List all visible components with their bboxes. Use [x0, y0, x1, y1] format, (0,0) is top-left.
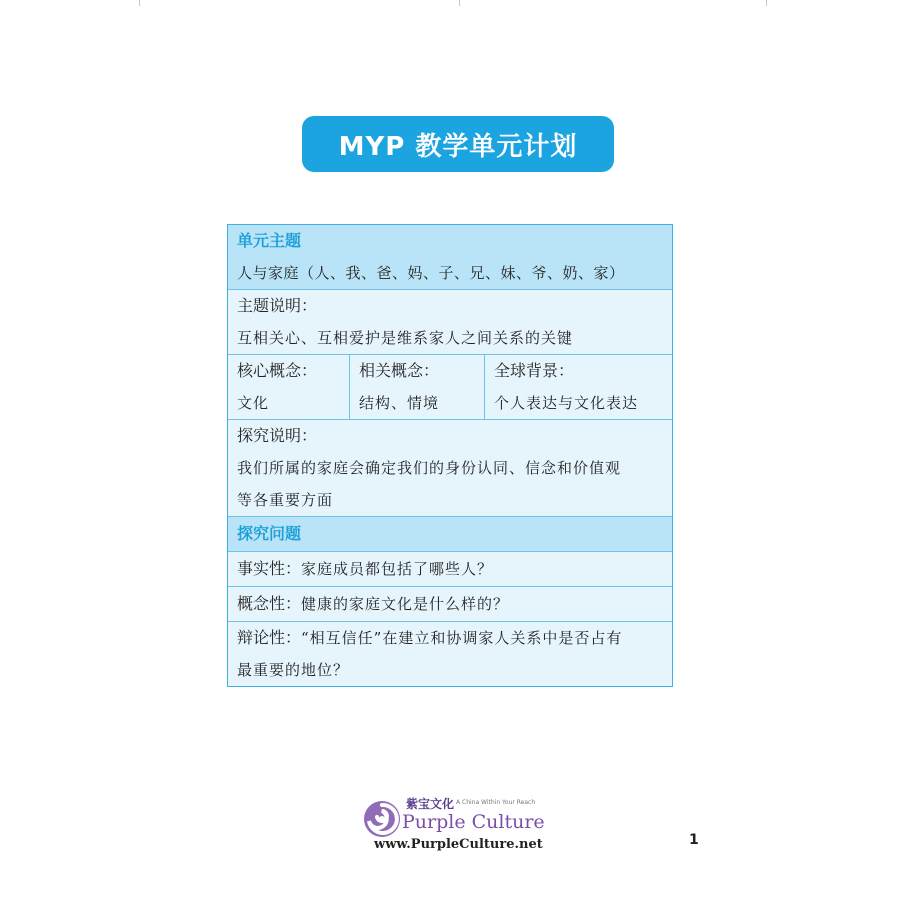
purple-culture-logo — [362, 795, 545, 855]
logo-english-name: Purple Culture — [402, 811, 545, 833]
conceptual-value: 健康的家庭文化是什么样的？ — [301, 595, 510, 613]
logo-url: www.PurpleCulture.net — [374, 837, 543, 852]
crop-mark — [459, 0, 460, 6]
inquiry-statement-line: 等各重要方面 — [237, 491, 334, 509]
logo-tagline: A China Within Your Reach — [456, 799, 536, 806]
concepts-section — [228, 355, 672, 420]
theme-description-section — [228, 290, 672, 355]
unit-theme-value: 人与家庭（人、我、爸、妈、子、兄、妹、爷、奶、家） — [237, 264, 625, 282]
factual-value: 家庭成员都包括了哪些人？ — [301, 560, 494, 578]
theme-description-value: 互相关心、互相爱护是维系家人之间关系的关键 — [237, 329, 574, 347]
core-concept-label: 核心概念： — [237, 361, 318, 380]
debatable-label: 辩论性： — [237, 628, 302, 647]
swirl-logo-icon — [362, 797, 402, 841]
inquiry-questions-header — [228, 517, 672, 552]
related-concept-value: 结构、情境 — [359, 394, 440, 412]
core-concept-cell — [228, 355, 350, 419]
global-context-cell — [485, 355, 672, 419]
inquiry-statement-label: 探究说明： — [237, 426, 318, 445]
inquiry-questions-label: 探究问题 — [237, 524, 302, 543]
unit-theme-label: 单元主题 — [237, 231, 302, 250]
global-context-value: 个人表达与文化表达 — [494, 394, 639, 412]
conceptual-question-row — [228, 587, 672, 622]
logo-chinese-name: 紫宝文化 — [406, 797, 455, 811]
related-concept-label: 相关概念： — [359, 361, 440, 380]
crop-mark — [766, 0, 767, 6]
global-context-label: 全球背景： — [494, 361, 575, 380]
core-concept-value: 文化 — [237, 394, 270, 412]
debatable-value-line: 最重要的地位？ — [237, 661, 350, 679]
inquiry-statement-line: 我们所属的家庭会确定我们的身份认同、信念和价值观 — [237, 459, 622, 477]
unit-theme-section — [228, 225, 672, 290]
debatable-question-row — [228, 622, 672, 686]
unit-plan-card — [227, 224, 673, 687]
factual-label: 事实性： — [237, 559, 302, 578]
theme-description-label: 主题说明： — [237, 296, 318, 315]
crop-mark — [139, 0, 140, 6]
debatable-value-line: “相互信任”在建立和协调家人关系中是否占有 — [301, 629, 623, 647]
page-number: 1 — [689, 832, 699, 848]
related-concept-cell — [350, 355, 485, 419]
factual-question-row — [228, 552, 672, 587]
page-title: MYP 教学单元计划 — [302, 116, 614, 172]
conceptual-label: 概念性： — [237, 594, 302, 613]
inquiry-statement-section — [228, 420, 672, 517]
